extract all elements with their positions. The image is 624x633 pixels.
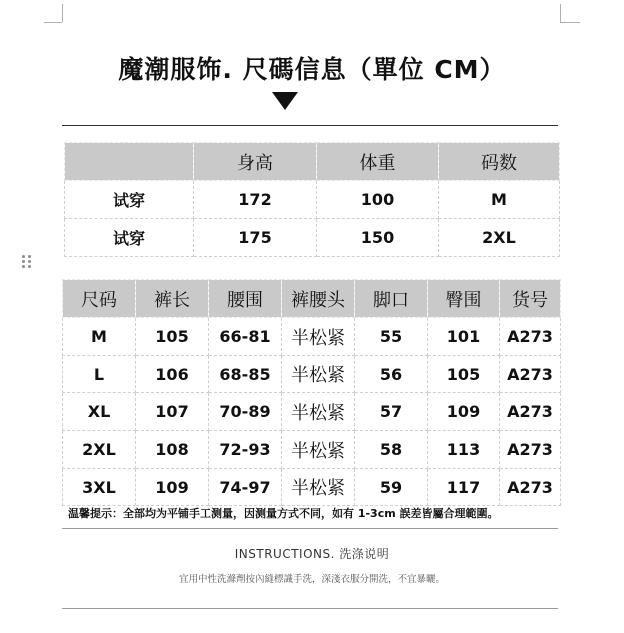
table-cell: 108 [136,431,209,469]
header-cell-size: 尺码 [63,280,136,318]
drag-handle-icon[interactable] [22,255,32,269]
table-cell: 试穿 [65,219,194,257]
table-cell: 105 [428,356,500,393]
table-row [63,318,561,356]
table-cell: 半松紧 [282,431,355,469]
table-row [63,356,561,393]
table-cell: 100 [317,181,439,219]
measurement-tip: 温馨提示：全部均为平铺手工测量，因测量方式不同，如有 1-3cm 誤差皆屬合理範圍。 [68,507,499,520]
instructions-bottom-divider [62,608,558,609]
crop-mark-top-left-horizontal [44,22,62,23]
table-cell: A273 [500,393,561,431]
header-cell-waist: 腰围 [209,280,282,318]
table-cell: 175 [194,219,317,257]
table-cell: 150 [317,219,439,257]
header-cell-weight: 体重 [317,143,439,181]
header-cell-leg-opening: 脚口 [355,280,428,318]
table-cell: 半松紧 [282,356,355,393]
table-cell: 117 [428,469,500,506]
table-cell: XL [63,393,136,431]
header-cell-empty [65,143,194,181]
table-cell: A273 [500,318,561,356]
down-arrow-icon [272,92,298,110]
table-row [63,469,561,506]
title-divider [62,125,558,126]
header-cell-height: 身高 [194,143,317,181]
header-cell-size: 码数 [439,143,560,181]
table-cell: 105 [136,318,209,356]
table-cell: 2XL [439,219,560,257]
table-cell: A273 [500,356,561,393]
table-cell: 55 [355,318,428,356]
table-cell: 109 [136,469,209,506]
header-cell-item-no: 货号 [500,280,561,318]
table-cell: 74-97 [209,469,282,506]
table-row [63,431,561,469]
header-cell-length: 裤长 [136,280,209,318]
table-cell: 半松紧 [282,393,355,431]
table-cell: 72-93 [209,431,282,469]
table-cell: 68-85 [209,356,282,393]
table-row [63,393,561,431]
table-cell: 109 [428,393,500,431]
table-cell: M [439,181,560,219]
table-cell: 106 [136,356,209,393]
size-table [62,279,561,506]
instructions-text: 宜用中性洗滌劑按內縫標識手洗，深淺衣服分開洗，不宜暴曬。 [178,574,445,585]
crop-mark-top-left-vertical [62,4,63,22]
table-cell: 56 [355,356,428,393]
instructions-title: INSTRUCTIONS. 洗涤说明 [234,547,390,561]
crop-mark-top-right-horizontal [560,22,580,23]
table-cell: M [63,318,136,356]
table-cell: A273 [500,469,561,506]
table-cell: 70-89 [209,393,282,431]
table-cell: 101 [428,318,500,356]
size-header-row [63,280,561,318]
table-cell: 3XL [63,469,136,506]
table-cell: 半松紧 [282,469,355,506]
instructions-top-divider [62,528,558,529]
table-cell: 66-81 [209,318,282,356]
table-cell: A273 [500,431,561,469]
page-title: 魔潮服饰. 尺碼信息（單位 CM） [118,55,506,84]
table-cell: 2XL [63,431,136,469]
header-cell-waistband: 裤腰头 [282,280,355,318]
table-row [65,181,560,219]
table-cell: 59 [355,469,428,506]
table-cell: 半松紧 [282,318,355,356]
table-cell: 107 [136,393,209,431]
table-cell: 57 [355,393,428,431]
header-cell-hip: 臀围 [428,280,500,318]
table-cell: 试穿 [65,181,194,219]
table-cell: 172 [194,181,317,219]
table-cell: 113 [428,431,500,469]
try-on-header-row [65,143,560,181]
try-on-table [64,142,560,257]
table-cell: L [63,356,136,393]
crop-mark-top-right-vertical [560,4,561,22]
table-cell: 58 [355,431,428,469]
table-row [65,219,560,257]
